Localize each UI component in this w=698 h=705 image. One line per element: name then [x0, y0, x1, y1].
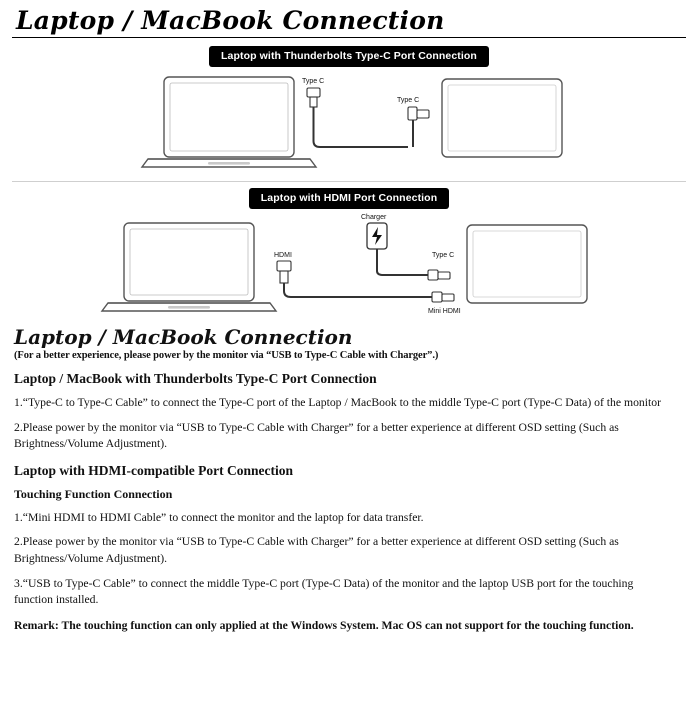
subheading-touching-function: Touching Function Connection: [14, 486, 173, 501]
section-title: Laptop / MacBook Connection: [14, 325, 353, 349]
diagram-hdmi: [12, 188, 686, 319]
hdmi-step-1: 1.“Mini HDMI to HDMI Cable” to connect the monitor and the laptop for data transfer.: [14, 510, 424, 524]
mini-hdmi-plug: [428, 292, 461, 315]
type-c-plug-monitor-hdmi: [428, 252, 454, 280]
page-title: Laptop / MacBook Connection: [16, 6, 445, 35]
label-type-c-laptop: Type C: [302, 78, 325, 85]
label-charger: Charger: [361, 214, 387, 221]
thunderbolt-step-2: 2.Please power by the monitor via “USB to Type-C Cable with Charger” for a better experience at different OSD setting (Such as Brightness/Volume Adjustment).: [14, 420, 619, 451]
hdmi-step-3: 3.“USB to Type-C Cable” to connect the middle Type-C port (Type-C Data) of the monitor and the laptop USB port for the touching function installed.: [14, 576, 634, 607]
portable-monitor-graphic: [442, 79, 562, 157]
laptop-graphic-hdmi: [102, 223, 276, 311]
label-type-c-monitor: Type C: [397, 97, 420, 104]
diagram-thunderbolt: [12, 46, 686, 182]
badge-thunderbolt-wrap: [12, 46, 686, 67]
label-hdmi: HDMI: [274, 252, 292, 259]
portable-monitor-graphic-hdmi: [467, 225, 587, 303]
heading-hdmi: Laptop with HDMI-compatible Port Connection: [14, 462, 293, 478]
hdmi-connection-illustration: [12, 209, 686, 319]
laptop-graphic: [142, 77, 316, 167]
instructions-section: [12, 325, 686, 634]
remark-text: Remark: The touching function can only applied at the Windows System. Mac OS can not support for the touching function.: [14, 618, 634, 632]
document-page: [0, 6, 698, 705]
title-divider: [12, 37, 686, 38]
badge-thunderbolt: Laptop with Thunderbolts Type-C Port Connection: [209, 46, 489, 67]
type-c-plug-monitor: [397, 97, 429, 147]
thunderbolt-connection-illustration: [12, 67, 686, 177]
thunderbolt-step-1: 1.“Type-C to Type-C Cable” to connect the Type-C port of the Laptop / MacBook to the middle Type-C port (Type-C Data) of the monitor: [14, 396, 662, 409]
heading-thunderbolt: Laptop / MacBook with Thunderbolts Type-C Port Connection: [14, 371, 377, 386]
diagram-divider: [12, 181, 686, 182]
badge-hdmi: Laptop with HDMI Port Connection: [249, 188, 449, 209]
charger-graphic: [361, 214, 428, 275]
hdmi-step-2: 2.Please power by the monitor via “USB to Type-C Cable with Charger” for a better experience at different OSD setting (Such as Brightness/Volume Adjustment).: [14, 535, 619, 566]
section-note: (For a better experience, please power by the monitor via “USB to Type-C Cable with Charger”.): [14, 350, 439, 361]
label-type-c-monitor2: Type C: [432, 252, 455, 259]
badge-hdmi-wrap: [12, 188, 686, 209]
label-mini-hdmi: Mini HDMI: [428, 308, 461, 315]
type-c-plug-laptop: [302, 78, 408, 147]
